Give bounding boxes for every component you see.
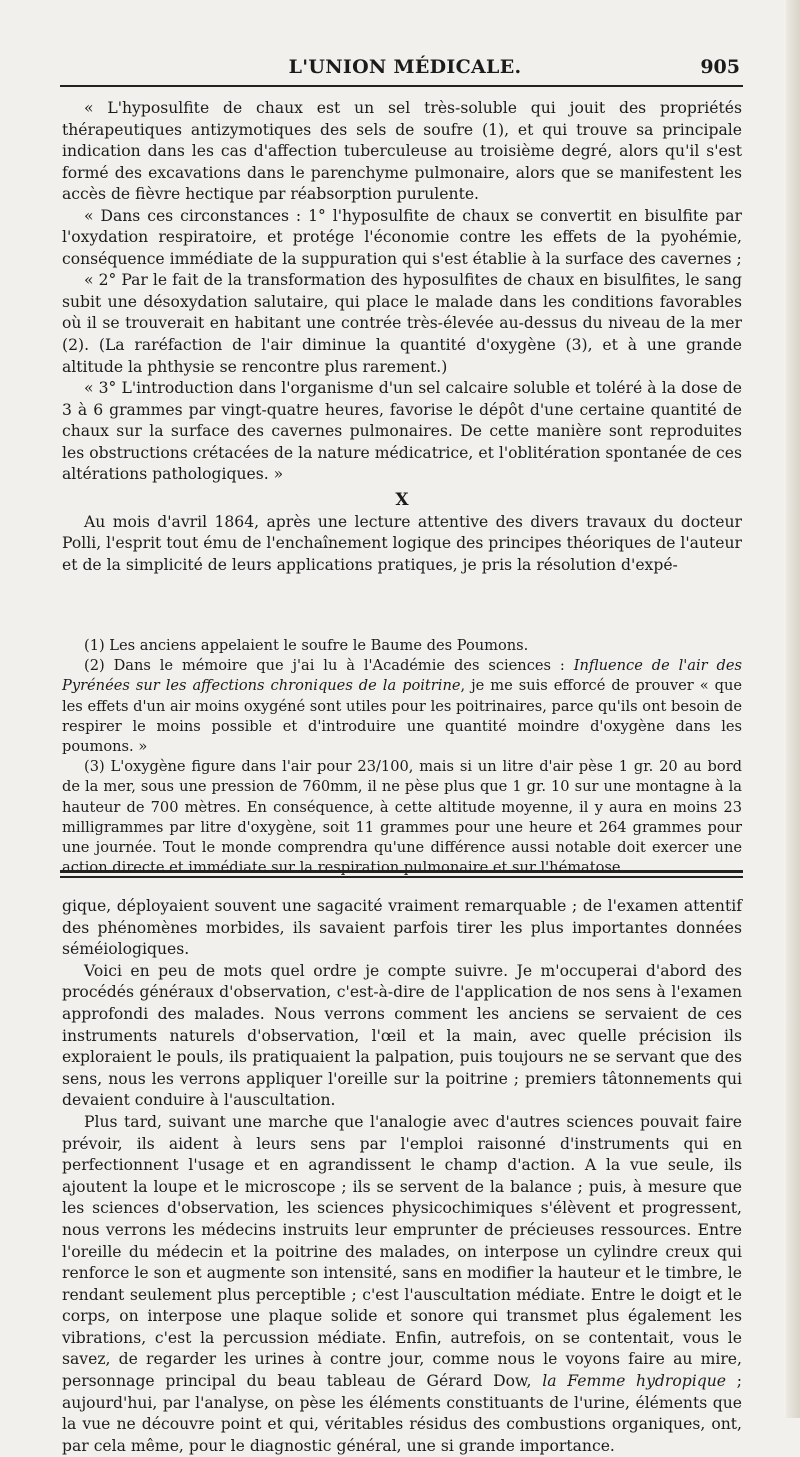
footnote-2-text: (2) Dans le mémoire que j'ai lu à l'Académie des sciences : (84, 657, 574, 675)
separator-rule-thick (60, 870, 743, 873)
header-rule (60, 85, 743, 87)
paragraph: Au mois d'avril 1864, après une lecture attentive des divers travaux du docteur Polli, l'esprit tout ému de l'enchaînement logique des principes théoriques de l'auteur et de la simplicité de leurs applications pratiques, je pris la résolution d'expé- (62, 512, 742, 574)
footnote-3: (3) L'oxygène figure dans l'air pour 23/100, mais si un litre d'air pèse 1 gr. 20 au bord de la mer, sous une pression de 760mm, il ne pèse plus que 1 gr. 10 sur une montagne à la hauteur de 700 mètres. En conséquence, à cette altitude moyenne, il y aura en moins 23 milligrammes par litre d'oxygène, soit 11 grammes pour une heure et 264 grammes pour une journée. Tout le monde comprendra qu'une différence aussi notable doit exercer une action directe et immédiate sur la respiration pulmonaire et sur l'hématose. (62, 758, 742, 877)
paragraph: gique, déployaient souvent une sagacité vraiment remarquable ; de l'examen attentif des phénomènes morbides, ils savaient parfois tirer les plus importantes données séméiologiques. (62, 897, 742, 959)
paragraph-text: Plus tard, suivant une marche que l'analogie avec d'autres sciences pouvait faire prévoir, ils aident à leurs sens par l'emploi raisonné d'instruments qui en perfectionnent l'usage et en agrandissent le champ d'action. A la vue seule, ils ajoutent la loupe et le microscope ; ils se servent de la balance ; puis, à mesure que les sciences d'observation, les sciences physicochimiques s'élèvent et progressent, nous verrons les médecins instruits leur emprunter de précieuses ressources. Entre l'oreille du médecin et la poitrine des malades, on interpose un cylindre creux qui renforce le son et augmente son intensité, sans en modifier la hauteur et le timbre, le rendant seulement plus perceptible ; c'est l'auscultation médiate. Entre le doigt et le corps, on interpose une plaque solide et sonore qui transmet plus également les vibrations, c'est la percussion médiate. Enfin, autrefois, on se contentait, vous le savez, de regarder les urines à contre jour, comme nous le voyons faire au mire, personnage principal du beau tableau de Gérard Dow, (62, 1112, 742, 1391)
footnote-2-text-end: , je me suis efforcé de prouver « que les effets d'un air moins oxygéné sont utiles pour les poitrinaires, parce qu'ils ont besoin de respirer le moins possible et d'introduire une quantité moindre d'oxygène dans les poumons. » (62, 677, 742, 756)
footnote-1: (1) Les anciens appelaient le soufre le Baume des Poumons. (84, 637, 529, 654)
separator-rule-thin (60, 876, 743, 878)
footnotes (62, 636, 742, 878)
footnote-2 (62, 656, 742, 757)
page-number: 905 (700, 56, 740, 78)
paragraph: « Dans ces circonstances : 1° l'hyposulfite de chaux se convertit en bisulfite par l'oxydation respiratoire, et protége l'économie contre les effets de la pyohémie, conséquence immédiate de la suppuration qui s'est établie à la surface des cavernes ; (62, 206, 742, 268)
painting-title: la Femme hydropique (542, 1372, 726, 1391)
paragraph: « L'hyposulfite de chaux est un sel très-soluble qui jouit des propriétés thérapeutiques antizymotiques des sels de soufre (1), et qui trouve sa principale indication dans les cas d'affection tuberculeuse au troisième degré, alors qu'il s'est formé des excavations dans le parenchyme pulmonaire, alors que se manifestent les accès de fièvre hectique par réabsorption purulente. (62, 99, 742, 204)
footnote-2-title: Influence de l'air des Pyrénées sur les affections chroniques de la poitrine (62, 657, 743, 695)
section-heading: X (395, 489, 409, 510)
paragraph-text-end: ; aujourd'hui, par l'analyse, on pèse les éléments constituants de l'urine, éléments que la vue ne découvre point et qui, véritables résidus des combustions organiques, ont, par cela même, pour le diagnostic général, une si grande importance. (62, 1372, 742, 1455)
paragraph: Voici en peu de mots quel ordre je compte suivre. Je m'occuperai d'abord des procédés généraux d'observation, c'est-à-dire de l'application de nos sens à l'examen approfondi des malades. Nous verrons comment les anciens se servaient de ces instruments naturels d'observation, l'œil et la main, avec quelle précision ils exploraient le pouls, ils pratiquaient la palpation, puis toujours ne se servant que des sens, nous les verrons appliquer l'oreille sur la poitrine ; premiers tâtonnements qui devaient conduire à l'auscultation. (62, 961, 742, 1110)
paragraph (62, 1112, 742, 1457)
paragraph: « 2° Par le fait de la transformation des hyposulfites de chaux en bisulfites, le sang subit une désoxydation salutaire, qui place le malade dans les conditions favorables où il se trouverait en habitant une contrée très-élevée au-dessus du niveau de la mer (2). (La raréfaction de l'air diminue la quantité d'oxygène (3), et à une grande altitude la phthysie se rencontre plus rarement.) (62, 271, 742, 376)
lower-text (62, 896, 742, 1457)
running-header (60, 54, 750, 84)
main-text (62, 98, 742, 576)
paragraph: « 3° L'introduction dans l'organisme d'un sel calcaire soluble et toléré à la dose de 3 à 6 grammes par vingt-quatre heures, favorise le dépôt d'une certaine quantité de chaux sur la surface des cavernes pulmonaires. De cette manière sont reproduites les obstructions crétacées de la nature médicatrice, et l'oblitération spontanée de ces altérations pathologiques. » (62, 379, 742, 484)
journal-title: L'UNION MÉDICALE. (288, 56, 522, 78)
page-spine-shadow (786, 0, 800, 1418)
